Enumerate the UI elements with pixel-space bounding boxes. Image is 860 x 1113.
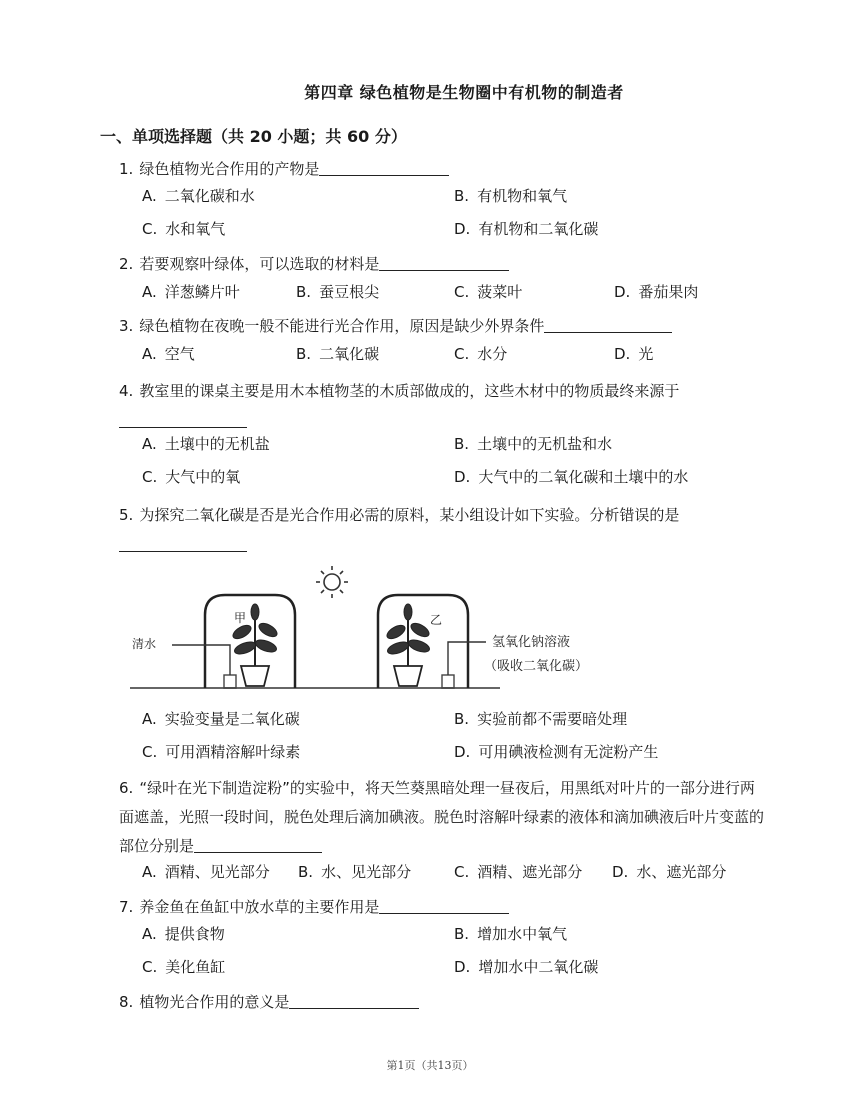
- question-number: 7.: [119, 898, 134, 916]
- option-a[interactable]: A. 空气: [142, 345, 195, 363]
- option-c[interactable]: C. 水分: [454, 345, 508, 363]
- question-text: 植物光合作用的意义是: [139, 993, 290, 1011]
- label-solution: 氢氧化钠溶液: [492, 635, 571, 650]
- question-text: 若要观察叶绿体，可以选取的材料是: [139, 255, 380, 273]
- option-b[interactable]: B. 水、见光部分: [298, 863, 412, 881]
- option-d[interactable]: D. 光: [614, 345, 654, 363]
- answer-blank[interactable]: [379, 254, 509, 271]
- page-title: 第四章 绿色植物是生物圈中有机物的制造者: [304, 83, 624, 102]
- question-text: 绿色植物在夜晚一般不能进行光合作用，原因是缺少外界条件: [139, 317, 545, 335]
- question-4: [119, 376, 767, 436]
- question-number: 6.: [119, 779, 134, 797]
- option-a[interactable]: A. 实验变量是二氧化碳: [142, 710, 300, 728]
- label-water: 清水: [132, 637, 157, 651]
- question-8: [119, 990, 767, 1014]
- question-5: [119, 500, 767, 560]
- option-a[interactable]: A. 二氧化碳和水: [142, 187, 255, 205]
- question-1: [119, 157, 767, 181]
- answer-blank[interactable]: [544, 316, 672, 333]
- answer-blank[interactable]: [119, 535, 247, 552]
- option-b[interactable]: B. 实验前都不需要暗处理: [454, 710, 628, 728]
- question-text: 为探究二氧化碳是否是光合作用必需的原料，某小组设计如下实验。分析错误的是: [139, 506, 680, 524]
- question-number: 2.: [119, 255, 134, 273]
- option-c[interactable]: C. 水和氧气: [142, 220, 226, 238]
- answer-blank[interactable]: [194, 836, 322, 853]
- question-text: “绿叶在光下制造淀粉”的实验中，将天竺葵黑暗处理一昼夜后，用黑纸对叶片的一部分进行两面遮盖，光照一段时间，脱色处理后滴加碘液。脱色时溶解叶绿素的液体和滴加碘液后叶片变蓝的部位分别是: [119, 779, 765, 855]
- option-b[interactable]: B. 增加水中氧气: [454, 925, 568, 943]
- option-d[interactable]: D. 有机物和二氧化碳: [454, 220, 599, 238]
- option-a[interactable]: A. 土壤中的无机盐: [142, 435, 270, 453]
- question-text: 绿色植物光合作用的产物是: [139, 160, 320, 178]
- section-heading: 一、单项选择题（共 20 小题；共 60 分）: [100, 127, 407, 146]
- plant-yi-icon: [385, 604, 431, 686]
- question-2: [119, 252, 767, 276]
- option-d[interactable]: D. 大气中的二氧化碳和土壤中的水: [454, 468, 689, 486]
- label-yi: 乙: [430, 613, 443, 627]
- answer-blank[interactable]: [379, 897, 509, 914]
- option-a[interactable]: A. 提供食物: [142, 925, 225, 943]
- experiment-figure: [130, 560, 770, 700]
- question-7: [119, 895, 767, 919]
- question-number: 1.: [119, 160, 134, 178]
- sun-icon: [316, 566, 348, 598]
- page-footer: 第1页（共13页）: [386, 1059, 474, 1072]
- option-c[interactable]: C. 菠菜叶: [454, 283, 523, 301]
- question-number: 4.: [119, 382, 134, 400]
- option-d[interactable]: D. 增加水中二氧化碳: [454, 958, 599, 976]
- question-text: 教室里的课桌主要是用木本植物茎的木质部做成的，这些木材中的物质最终来源于: [139, 382, 680, 400]
- option-d[interactable]: D. 水、遮光部分: [612, 863, 727, 881]
- label-absorb: （吸收二氧化碳）: [484, 659, 589, 674]
- answer-blank[interactable]: [319, 159, 449, 176]
- option-c[interactable]: C. 大气中的氧: [142, 468, 241, 486]
- question-6: [119, 774, 767, 861]
- answer-blank[interactable]: [119, 411, 247, 428]
- question-text: 养金鱼在鱼缸中放水草的主要作用是: [139, 898, 380, 916]
- question-number: 8.: [119, 993, 134, 1011]
- question-number: 5.: [119, 506, 134, 524]
- option-c[interactable]: C. 可用酒精溶解叶绿素: [142, 743, 301, 761]
- option-b[interactable]: B. 蚕豆根尖: [296, 283, 380, 301]
- label-jia: 甲: [234, 611, 247, 625]
- option-c[interactable]: C. 酒精、遮光部分: [454, 863, 583, 881]
- option-a[interactable]: A. 洋葱鳞片叶: [142, 283, 240, 301]
- option-b[interactable]: B. 土壤中的无机盐和水: [454, 435, 613, 453]
- option-a[interactable]: A. 酒精、见光部分: [142, 863, 270, 881]
- answer-blank[interactable]: [289, 992, 419, 1009]
- question-3: [119, 314, 767, 338]
- option-b[interactable]: B. 有机物和氧气: [454, 187, 568, 205]
- option-d[interactable]: D. 番茄果肉: [614, 283, 699, 301]
- pointer-water: [172, 645, 230, 675]
- option-b[interactable]: B. 二氧化碳: [296, 345, 380, 363]
- option-d[interactable]: D. 可用碘液检测有无淀粉产生: [454, 743, 659, 761]
- question-number: 3.: [119, 317, 134, 335]
- option-c[interactable]: C. 美化鱼缸: [142, 958, 226, 976]
